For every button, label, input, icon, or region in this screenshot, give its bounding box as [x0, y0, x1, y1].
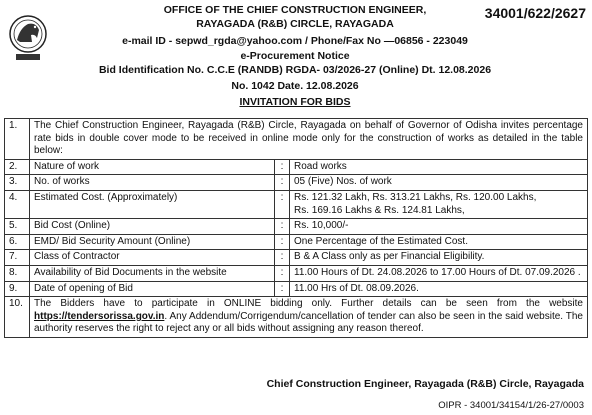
colon: :: [275, 234, 290, 250]
office-title: OFFICE OF THE CHIEF CONSTRUCTION ENGINEER,: [163, 4, 427, 16]
intro-text: The Chief Construction Engineer, Rayagada (R&B) Circle, Rayagada on behalf of Governor of Odisha invites percentage rate bids in double cover mode to be received in online mode only for the construction of works as detailed in the table below:: [30, 119, 588, 160]
row-value: One Percentage of the Estimated Cost.: [290, 234, 588, 250]
table-row: [5, 281, 588, 297]
colon: :: [275, 190, 290, 218]
estimated-cost-line-2: Rs. 169.16 Lakhs & Rs. 124.81 Lakhs,: [294, 204, 465, 216]
row-value: Road works: [290, 159, 588, 175]
row-value: [290, 190, 588, 218]
row-value: B & A Class only as per Financial Eligibility.: [290, 250, 588, 266]
serial-number: 4.: [5, 190, 30, 218]
table-row: [5, 175, 588, 191]
odisha-emblem-icon: [8, 10, 48, 66]
colon: :: [275, 265, 290, 281]
row-label: Estimated Cost. (Approximately): [30, 190, 275, 218]
serial-number: 2.: [5, 159, 30, 175]
colon: :: [275, 250, 290, 266]
table-row: [5, 297, 588, 338]
serial-number: 10.: [5, 297, 30, 338]
serial-number: 8.: [5, 265, 30, 281]
bidders-note: [30, 297, 588, 338]
row-label: Availability of Bid Documents in the website: [30, 265, 275, 281]
bid-details-table: [4, 118, 588, 338]
serial-number: 3.: [5, 175, 30, 191]
row-value: 11.00 Hrs of Dt. 08.09.2026.: [290, 281, 588, 297]
table-row: [5, 250, 588, 266]
colon: :: [275, 175, 290, 191]
serial-number: 5.: [5, 219, 30, 235]
estimated-cost-line-1: Rs. 121.32 Lakh, Rs. 313.21 Lakhs, Rs. 120.00 Lakhs,: [294, 191, 537, 203]
circle-name: RAYAGADA (R&B) CIRCLE, RAYAGADA: [196, 18, 394, 30]
serial-number: 6.: [5, 234, 30, 250]
row-label: No. of works: [30, 175, 275, 191]
colon: :: [275, 159, 290, 175]
note-text: The Bidders have to participate in ONLINE bidding only. Further details can be seen from the website: [34, 298, 583, 310]
oipr-number: OIPR - 34001/34154/1/26-27/0003: [438, 400, 584, 411]
row-label: EMD/ Bid Security Amount (Online): [30, 234, 275, 250]
serial-number: 1.: [5, 119, 30, 160]
note-text: . Any Addendum/Corrigendum/cancellation of tender can also be seen in the said website. The authority reserves the right to reject any or all bids without assigning any reason thereof.: [34, 310, 583, 335]
table-row: [5, 219, 588, 235]
notice-type: e-Procurement Notice: [240, 50, 350, 62]
row-label: Class of Contractor: [30, 250, 275, 266]
notice-header: [0, 0, 592, 120]
contact-info: e-mail ID - sepwd_rgda@yahoo.com / Phone/Fax No —06856 - 223049: [122, 35, 468, 47]
row-label: Nature of work: [30, 159, 275, 175]
colon: :: [275, 281, 290, 297]
row-value: Rs. 10,000/-: [290, 219, 588, 235]
invitation-title: INVITATION FOR BIDS: [239, 96, 351, 108]
row-value: 11.00 Hours of Dt. 24.08.2026 to 17.00 Hours of Dt. 07.09.2026 .: [290, 265, 588, 281]
reference-number: 34001/622/2627: [484, 5, 586, 21]
table-row: [5, 190, 588, 218]
row-label: Bid Cost (Online): [30, 219, 275, 235]
table-row: [5, 159, 588, 175]
row-label: Date of opening of Bid: [30, 281, 275, 297]
table-row: [5, 119, 588, 160]
row-value: 05 (Five) Nos. of work: [290, 175, 588, 191]
tender-website-link[interactable]: https://tendersorissa.gov.in: [34, 310, 165, 322]
signature-line: Chief Construction Engineer, Rayagada (R&B) Circle, Rayagada: [266, 378, 584, 390]
bid-identification: Bid Identification No. C.C.E (RANDB) RGDA- 03/2026-27 (Online) Dt. 12.08.2026: [98, 64, 492, 76]
table-row: [5, 265, 588, 281]
notice-number-date: No. 1042 Date. 12.08.2026: [231, 80, 359, 92]
colon: :: [275, 219, 290, 235]
serial-number: 7.: [5, 250, 30, 266]
serial-number: 9.: [5, 281, 30, 297]
table-row: [5, 234, 588, 250]
